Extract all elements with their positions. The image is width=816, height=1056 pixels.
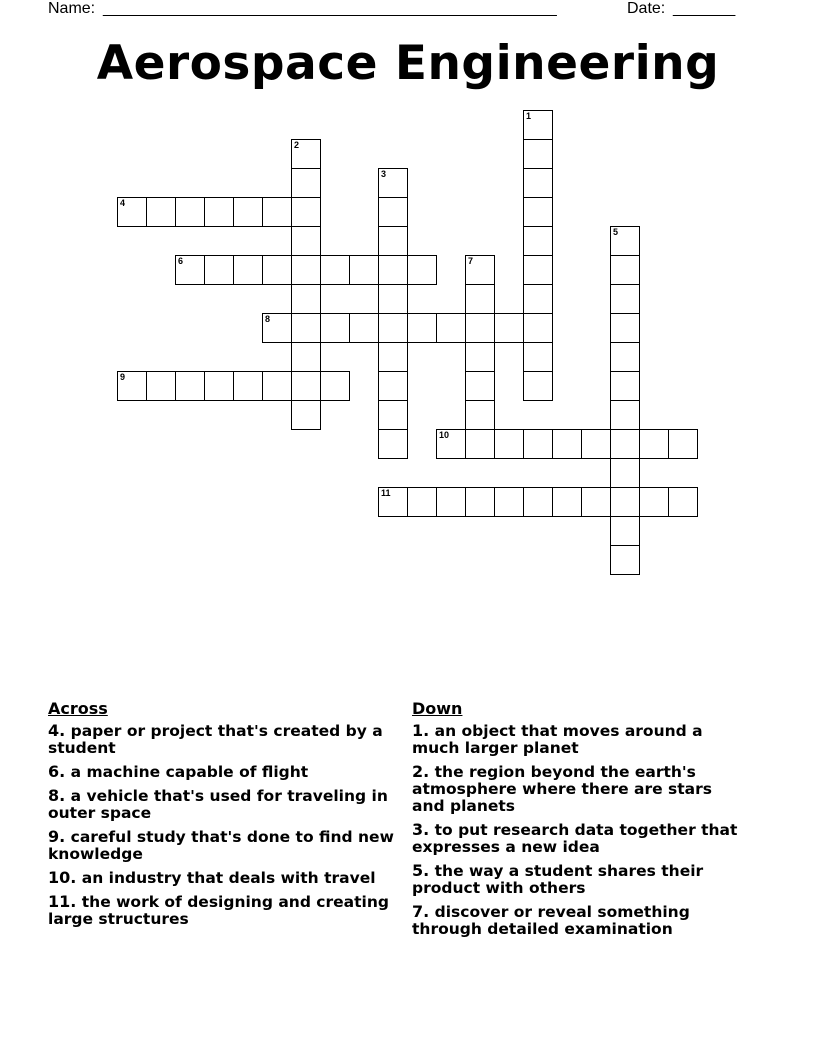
crossword-cell[interactable]: [262, 197, 292, 227]
crossword-cell[interactable]: [378, 371, 408, 401]
crossword-cell[interactable]: [610, 226, 640, 256]
crossword-cell[interactable]: [581, 429, 611, 459]
crossword-cell[interactable]: [639, 429, 669, 459]
down-heading: Down: [412, 699, 463, 718]
crossword-cell[interactable]: [320, 371, 350, 401]
crossword-cell[interactable]: [320, 313, 350, 343]
cell-number: 4: [120, 198, 126, 208]
crossword-cell[interactable]: [523, 139, 553, 169]
crossword-cell[interactable]: [291, 313, 321, 343]
crossword-cell[interactable]: [523, 342, 553, 372]
crossword-cell[interactable]: [465, 313, 495, 343]
crossword-cell[interactable]: [204, 371, 234, 401]
crossword-cell[interactable]: [378, 400, 408, 430]
crossword-cell[interactable]: [668, 487, 698, 517]
cell-number: 5: [613, 227, 619, 237]
clue-down-5: [412, 862, 742, 897]
clue-number: 7.: [412, 902, 430, 921]
crossword-cell[interactable]: [146, 371, 176, 401]
crossword-cell[interactable]: [291, 168, 321, 198]
clue-across-6: [48, 763, 398, 781]
clue-number: 10.: [48, 868, 77, 887]
crossword-cell[interactable]: [204, 255, 234, 285]
crossword-cell[interactable]: [494, 313, 524, 343]
crossword-cell[interactable]: [465, 255, 495, 285]
crossword-cell[interactable]: [523, 371, 553, 401]
crossword-cell[interactable]: [204, 197, 234, 227]
crossword-cell[interactable]: [407, 255, 437, 285]
crossword-cell[interactable]: [291, 371, 321, 401]
crossword-cell[interactable]: [262, 313, 292, 343]
crossword-cell[interactable]: [436, 487, 466, 517]
name-field[interactable]: ___________________________________________________: [103, 0, 557, 17]
crossword-cell[interactable]: [233, 371, 263, 401]
crossword-cell[interactable]: [320, 255, 350, 285]
crossword-cell[interactable]: [291, 400, 321, 430]
crossword-cell[interactable]: [610, 371, 640, 401]
cell-number: 8: [265, 314, 271, 324]
crossword-cell[interactable]: [465, 371, 495, 401]
clue-down-2: [412, 763, 742, 815]
name-label: Name:: [48, 0, 96, 17]
clue-text: the way a student shares their product with others: [412, 862, 704, 897]
clue-across-10: [48, 869, 398, 887]
clue-number: 5.: [412, 861, 430, 880]
clue-text: a machine capable of flight: [70, 763, 309, 781]
crossword-cell[interactable]: [436, 429, 466, 459]
crossword-cell[interactable]: [523, 313, 553, 343]
across-clues: [48, 700, 398, 934]
crossword-cell[interactable]: [407, 487, 437, 517]
crossword-cell[interactable]: [146, 197, 176, 227]
crossword-cell[interactable]: [610, 313, 640, 343]
crossword-cell[interactable]: [494, 429, 524, 459]
crossword-cell[interactable]: [378, 255, 408, 285]
crossword-cell[interactable]: [610, 487, 640, 517]
cell-number: 6: [178, 256, 184, 266]
crossword-cell[interactable]: [552, 487, 582, 517]
cell-number: 9: [120, 372, 126, 382]
crossword-cell[interactable]: [378, 284, 408, 314]
clue-across-4: [48, 722, 398, 757]
crossword-cell[interactable]: [465, 400, 495, 430]
crossword-cell[interactable]: [378, 197, 408, 227]
crossword-cell[interactable]: [523, 226, 553, 256]
clue-text: paper or project that's created by a student: [48, 722, 383, 757]
cell-number: 7: [468, 256, 474, 266]
clue-number: 9.: [48, 827, 66, 846]
clue-number: 2.: [412, 762, 430, 781]
clue-text: careful study that's done to find new knowledge: [48, 828, 394, 863]
cell-number: 1: [526, 111, 532, 121]
cell-number: 2: [294, 140, 300, 150]
crossword-cell[interactable]: [523, 197, 553, 227]
crossword-cell[interactable]: [581, 487, 611, 517]
clue-text: a vehicle that's used for traveling in outer space: [48, 787, 388, 822]
crossword-cell[interactable]: [436, 313, 466, 343]
crossword-cell[interactable]: [552, 429, 582, 459]
clue-text: an object that moves around a much larger planet: [412, 722, 703, 757]
crossword-cell[interactable]: [610, 284, 640, 314]
clue-number: 8.: [48, 786, 66, 805]
clue-number: 6.: [48, 762, 66, 781]
crossword-cell[interactable]: [668, 429, 698, 459]
clue-across-8: [48, 787, 398, 822]
clue-down-3: [412, 821, 742, 856]
clue-text: an industry that deals with travel: [81, 869, 376, 887]
crossword-cell[interactable]: [610, 342, 640, 372]
crossword-cell[interactable]: [262, 255, 292, 285]
clue-down-1: [412, 722, 742, 757]
crossword-cell[interactable]: [349, 255, 379, 285]
crossword-cell[interactable]: [523, 487, 553, 517]
clue-text: the work of designing and creating large structures: [48, 893, 389, 928]
clue-number: 4.: [48, 721, 66, 740]
cell-number: 3: [381, 169, 387, 179]
crossword-cell[interactable]: [465, 342, 495, 372]
crossword-cell[interactable]: [291, 342, 321, 372]
crossword-cell[interactable]: [523, 284, 553, 314]
crossword-cell[interactable]: [378, 226, 408, 256]
crossword-cell[interactable]: [465, 284, 495, 314]
crossword-cell[interactable]: [610, 458, 640, 488]
crossword-cell[interactable]: [378, 429, 408, 459]
crossword-cell[interactable]: [117, 197, 147, 227]
clue-across-11: [48, 893, 398, 928]
crossword-cell[interactable]: [465, 487, 495, 517]
crossword-cell[interactable]: [291, 226, 321, 256]
crossword-cell[interactable]: [523, 255, 553, 285]
clue-text: the region beyond the earth's atmosphere where there are stars and planets: [412, 763, 712, 815]
clue-number: 11.: [48, 892, 77, 911]
crossword-cell[interactable]: [291, 255, 321, 285]
crossword-cell[interactable]: [610, 516, 640, 546]
crossword-cell[interactable]: [523, 429, 553, 459]
crossword-cell[interactable]: [610, 400, 640, 430]
crossword-cell[interactable]: [378, 487, 408, 517]
clue-number: 3.: [412, 820, 430, 839]
crossword-cell[interactable]: [175, 197, 205, 227]
crossword-cell[interactable]: [291, 197, 321, 227]
crossword-cell[interactable]: [494, 487, 524, 517]
crossword-cell[interactable]: [610, 545, 640, 575]
crossword-cell[interactable]: [291, 139, 321, 169]
clue-number: 1.: [412, 721, 430, 740]
crossword-cell[interactable]: [378, 168, 408, 198]
page-title: Aerospace Engineering: [96, 36, 720, 91]
clue-across-9: [48, 828, 398, 863]
clue-down-7: [412, 903, 742, 938]
date-label: Date:: [627, 0, 666, 17]
clue-text: to put research data together that expresses a new idea: [412, 821, 738, 856]
crossword-cell[interactable]: [349, 313, 379, 343]
crossword-cell[interactable]: [465, 429, 495, 459]
date-field[interactable]: _______: [673, 0, 736, 17]
crossword-cell[interactable]: [291, 284, 321, 314]
crossword-cell[interactable]: [262, 371, 292, 401]
crossword-cell[interactable]: [378, 342, 408, 372]
crossword-cell[interactable]: [175, 255, 205, 285]
cell-number: 10: [439, 430, 450, 440]
crossword-cell[interactable]: [175, 371, 205, 401]
crossword-cell[interactable]: [233, 255, 263, 285]
crossword-cell[interactable]: [639, 487, 669, 517]
crossword-cell[interactable]: [407, 313, 437, 343]
cell-number: 11: [381, 488, 391, 498]
crossword-cell[interactable]: [233, 197, 263, 227]
crossword-cell[interactable]: [523, 168, 553, 198]
crossword-cell[interactable]: [610, 429, 640, 459]
down-clues: [412, 700, 742, 944]
across-heading: Across: [48, 699, 108, 718]
crossword-cell[interactable]: [378, 313, 408, 343]
crossword-cell[interactable]: [610, 255, 640, 285]
clue-text: discover or reveal something through detailed examination: [412, 903, 690, 938]
crossword-cell[interactable]: [117, 371, 147, 401]
crossword-cell[interactable]: [523, 110, 553, 140]
